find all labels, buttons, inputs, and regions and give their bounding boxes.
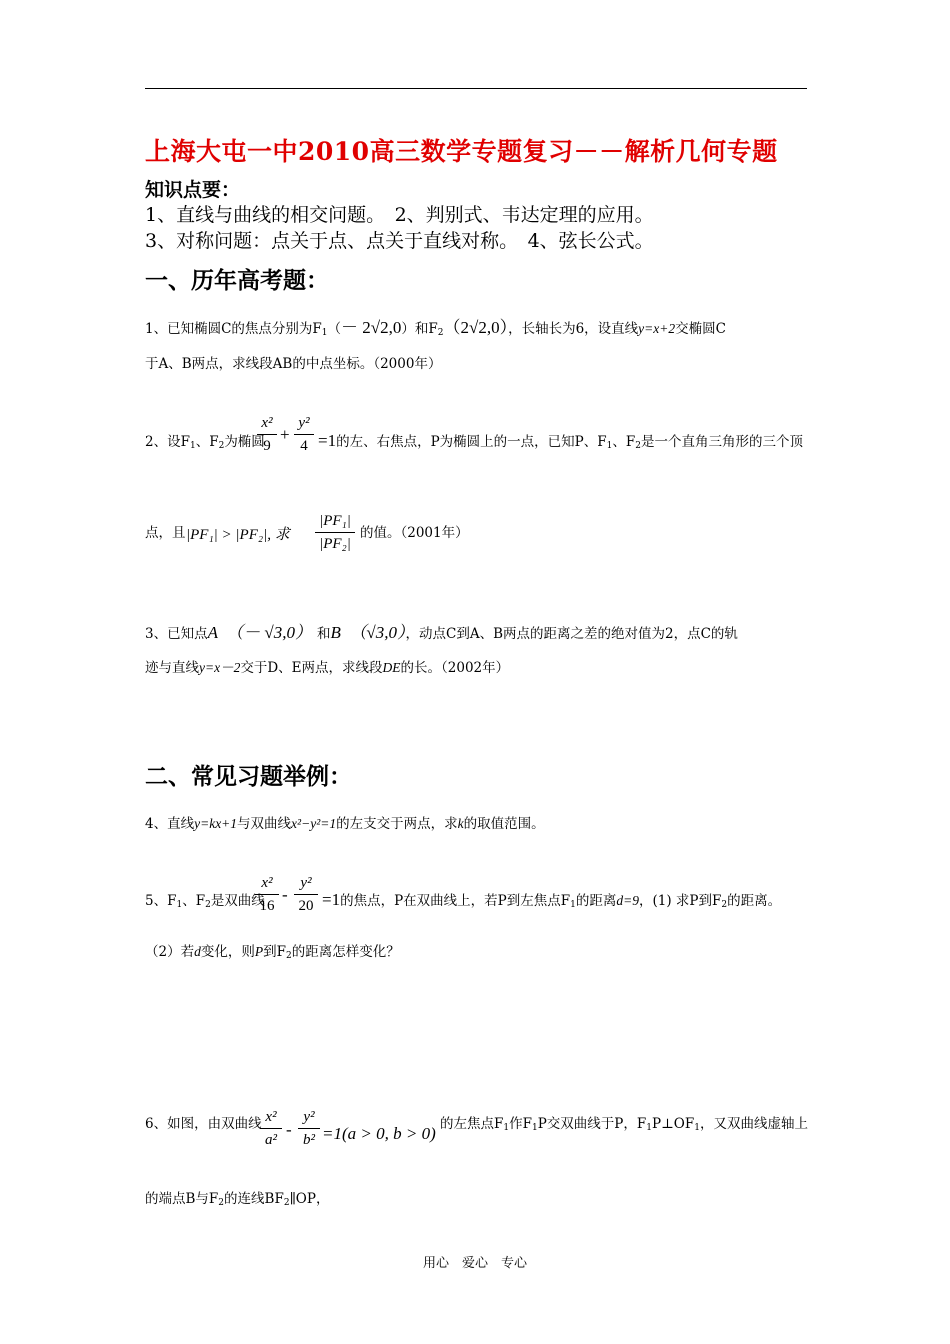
question-5-line-1-start: 5、$F_1$、$F_2$是双曲线 <box>145 893 265 910</box>
fraction-y2-over-4: y² 4 <box>294 414 314 455</box>
section-heading-2: 二、常见习题举例： <box>145 763 352 790</box>
fraction-y2-over-20: y² 20 <box>294 874 318 915</box>
header-rule <box>145 88 807 89</box>
key-points-line-2: 3、对称问题：点关于点、点关于直线对称。 4、弦长公式。 <box>145 230 654 252</box>
fraction-x2-over-9: x² 9 <box>257 414 277 455</box>
question-1-line-1: 1、已知椭圆C的焦点分别为$F_1(- 2√2,0)$和$F_2(2√2,0)$，长轴长为6，设直线y=x+2交椭圆C <box>145 318 726 338</box>
question-6-line-1-start: 6、如图，由双曲线 <box>145 1116 262 1132</box>
question-4: 4、直线y=kx+1与双曲线x²−y²=1的左支交于两点，求k的取值范围。 <box>145 816 545 832</box>
key-points-line-1: 1、直线与曲线的相交问题。 2、判别式、韦达定理的应用。 <box>145 204 654 226</box>
fraction-x2-over-16: x² 16 <box>255 874 279 915</box>
key-points-heading: 知识点要： <box>145 179 241 201</box>
fraction-y2-over-b2: y² b² <box>298 1108 320 1149</box>
question-6-line-1-end: 的左焦点$F_1$作$F_1P$交双曲线于P，$F_1P\perp OF_1$，又双曲线虚轴上 <box>440 1116 808 1133</box>
question-2-line-2-end: 的值。（2001年） <box>360 525 469 541</box>
plus-sign: + <box>280 425 290 444</box>
minus-sign-q6: - <box>286 1120 292 1139</box>
question-3-line-1: 3、已知点A （－ √3,0） 和B （√3,0），动点C到A、B两点的距离之差的绝对值为2，点C的轨 <box>145 623 738 642</box>
document-title: 上海大屯一中2010高三数学专题复习－－解析几何专题 <box>145 137 778 166</box>
question-2-line-1-start: 2、设$F_1$、$F_2$为椭圆 <box>145 434 265 451</box>
fraction-pf1-over-pf2: |PF₁| |PF₂| <box>315 512 355 553</box>
question-2-line-2-start: 点，且 <box>145 525 186 541</box>
question-2-line-1-end: =1的左、右焦点，P为椭圆上的一点，已知P、$F_1$、$F_2$是一个直角三角形的三个顶 <box>318 431 803 451</box>
section-heading-1: 一、历年高考题： <box>145 267 329 294</box>
question-3-line-2: 迹与直线y=x－2交于D、E两点，求线段DE的长。（2002年） <box>145 660 510 676</box>
condition-a-b-positive: =1(a > 0, b > 0) <box>322 1124 436 1143</box>
minus-sign: - <box>282 885 288 904</box>
inequality-pf1-pf2: |PF₁| > |PF₂|, 求 <box>186 527 290 543</box>
question-1-line-2: 于A、B两点，求线段AB的中点坐标。（2000年） <box>145 356 442 372</box>
question-5-line-2: （2）若d变化，则P到$F_2$的距离怎样变化？ <box>145 944 400 961</box>
page-footer: 用心 爱心 专心 <box>422 1256 527 1271</box>
question-6-line-2: 的端点B与$F_2$的连线$BF_2\parallel OP$， <box>145 1191 330 1208</box>
question-5-line-1-end: =1的焦点，P在双曲线上，若P到左焦点$F_1$的距离d=9，(1) 求P到$F_2$的距离。 <box>322 890 782 910</box>
fraction-x2-over-a2: x² a² <box>260 1108 282 1149</box>
